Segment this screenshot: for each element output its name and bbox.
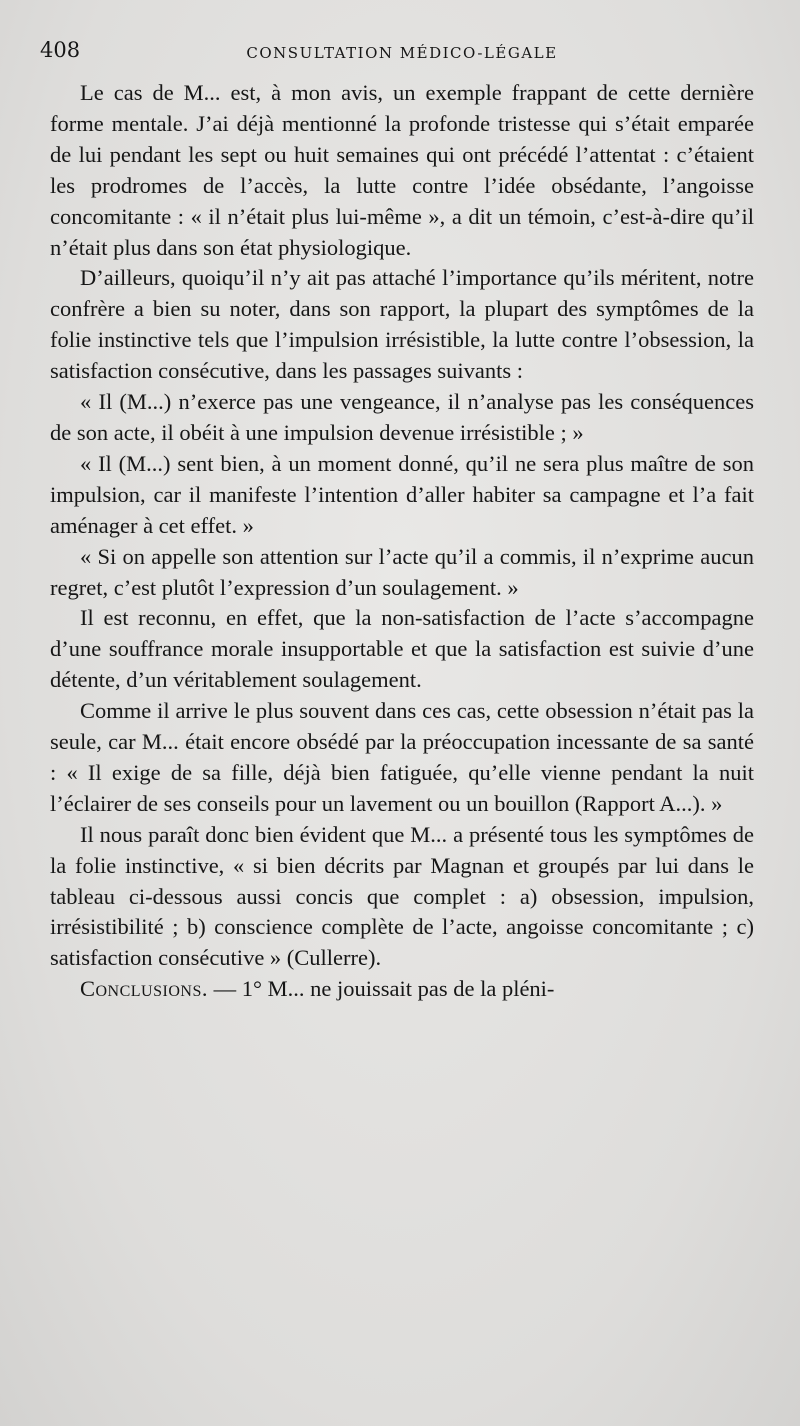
body-text [50,78,754,1005]
conclusions-paragraph [50,974,754,1005]
paragraph: D’ailleurs, quoiqu’il n’y ait pas attaché l’importance qu’ils méritent, notre confrère a bien su noter, dans son rapport, la plupart des symptômes de la folie instinctive tels que l’impulsion irrésistible, la lutte contre l’obsession, la satisfaction consécutive, dans les passages suivants : [50,265,754,384]
paragraph: Comme il arrive le plus souvent dans ces cas, cette obsession n’était pas la seule, car M... était encore obsédé par la préoccupation incessante de sa santé : « Il exige de sa fille, déjà bien fatiguée, qu’elle vienne pendant la nuit l’éclairer de ses conseils pour un lavement ou un bouillon (Rapport A...). » [50,698,754,816]
quote-paragraph: « Il (M...) sent bien, à un moment donné, qu’il ne sera plus maître de son impulsion, car il manifeste l’intention d’aller habiter sa campagne et l’a fait aménager à cet effet. » [50,450,754,538]
page-header [40,30,754,70]
page-number: 408 [40,38,81,62]
quote-paragraph: « Si on appelle son attention sur l’acte qu’il a commis, il n’exprime aucun regret, c’est plutôt l’expression d’un soulagement. » [50,543,754,600]
paragraph: Le cas de M... est, à mon avis, un exemple frappant de cette dernière forme mentale. J’ai déjà mentionné la profonde tristesse qui s’était emparée de lui pendant les sept ou huit semaines qui ont précédé l’attentat : c’étaient les prodromes de l’accès, la lutte contre l’idée obsédante, l’angoisse concomitante : « il n’était plus lui-même », a dit un témoin, c’est-à-dire qu’il n’était plus dans son état physiologique. [50,80,754,260]
paragraph: Il est reconnu, en effet, que la non-satisfaction de l’acte s’accompagne d’une souffrance morale insupportable et que la satisfaction est suivie d’une détente, d’un véritablement soulagement. [50,605,754,693]
quote-paragraph: « Il (M...) n’exerce pas une vengeance, il n’analyse pas les conséquences de son acte, il obéit à une impulsion devenue irrésistible ; » [50,389,754,445]
conclusions-label: Conclusions. [80,976,208,1002]
running-title: CONSULTATION MÉDICO-LÉGALE [246,44,558,62]
conclusions-text: — 1° M... ne jouissait pas de la pléni- [207,976,555,1002]
paragraph: Il nous paraît donc bien évident que M... a présenté tous les symptômes de la folie instinctive, « si bien décrits par Magnan et groupés par lui dans le tableau ci-dessous aussi concis que complet : a) obsession, impulsion, irrésistibilité ; b) conscience complète de l’acte, angoisse concomitante ; c) satisfaction consécutive » (Cullerre). [50,821,754,971]
